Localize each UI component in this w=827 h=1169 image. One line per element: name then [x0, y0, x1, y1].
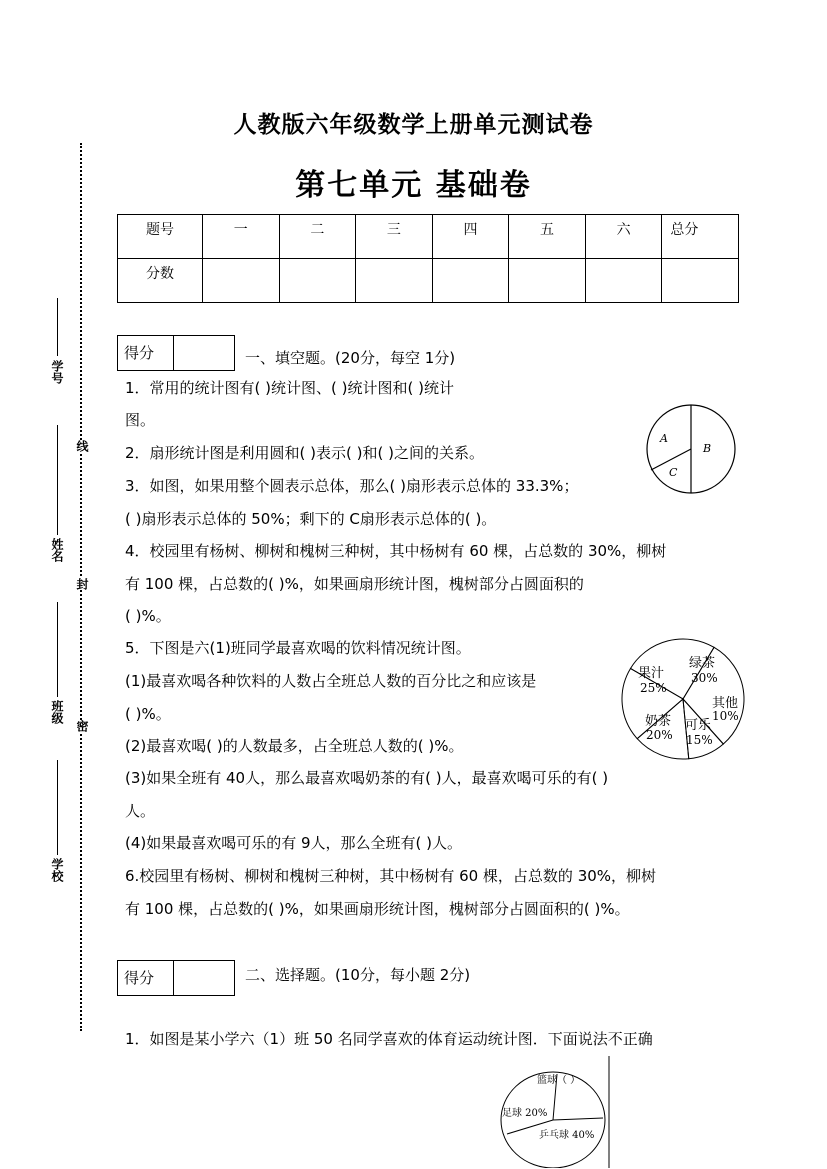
name-label: 姓名: [50, 538, 64, 562]
question-line: (4)如果最喜欢喝可乐的有 9人，那么全班有( )人。: [125, 834, 463, 852]
drinks-label: 20%: [646, 728, 673, 742]
drinks-label: 30%: [691, 671, 718, 685]
score-table-cell: 六: [585, 215, 662, 259]
sports-label-pingpong: 乒乓球 40%: [539, 1130, 595, 1141]
section1-title: 一、填空题。(20分，每空 1分): [245, 349, 456, 367]
drinks-label: 果汁: [638, 666, 665, 681]
score-entry-cell[interactable]: [585, 259, 662, 303]
student-id-line: [57, 298, 58, 356]
section1-score-entry[interactable]: [174, 336, 234, 370]
section1-score-label: 得分: [118, 336, 174, 370]
section1-score-box: [117, 335, 235, 371]
question-line: 1．如图是某小学六（1）班 50 名同学喜欢的体育运动统计图．下面说法不正确: [125, 1030, 653, 1048]
question-line: 6.校园里有杨树、柳树和槐树三种树，其中杨树有 60 棵，占总数的 30%，柳树: [125, 867, 657, 885]
abc-label-b: B: [703, 442, 712, 455]
score-entry-cell[interactable]: [662, 259, 739, 303]
question-line: ( )扇形表示总体的 50%；剩下的 C扇形表示总体的( )。: [125, 510, 497, 528]
section2-score-entry[interactable]: [174, 961, 234, 995]
question-line: 1．常用的统计图有( )统计图、( )统计图和( )统计: [125, 379, 454, 397]
section2-title: 二、选择题。(10分，每小题 2分): [245, 966, 471, 984]
cut-mark-feng: 封: [75, 578, 89, 590]
section2-score-box: [117, 960, 235, 996]
score-table-cell: 四: [432, 215, 509, 259]
score-entry-cell[interactable]: [203, 259, 280, 303]
student-id-label: 学号: [50, 360, 64, 384]
drinks-label: 奶茶: [645, 714, 672, 729]
class-label: 班级: [50, 700, 64, 724]
question-line: 有 100 棵，占总数的( )%，如果画扇形统计图，槐树部分占圆面积的( )%。: [125, 900, 630, 918]
drinks-label: 15%: [686, 733, 713, 747]
question-line: 有 100 棵，占总数的( )%，如果画扇形统计图，槐树部分占圆面积的: [125, 575, 584, 593]
score-table-header-row: [118, 215, 739, 259]
abc-label-a: A: [660, 432, 668, 445]
score-table-cell: 三: [356, 215, 433, 259]
score-table-cell: 一: [203, 215, 280, 259]
question-line: (3)如果全班有 40人，那么最喜欢喝奶茶的有( )人，最喜欢喝可乐的有( ): [125, 769, 609, 787]
drinks-label: 绿茶: [689, 656, 716, 671]
score-table-cell: 二: [279, 215, 356, 259]
cut-mark-xian: 线: [75, 440, 89, 452]
drinks-label: 可乐: [685, 718, 712, 733]
question-line: 4．校园里有杨树、柳树和槐树三种树，其中杨树有 60 棵，占总数的 30%，柳树: [125, 542, 667, 560]
score-entry-cell[interactable]: [432, 259, 509, 303]
score-entry-cell[interactable]: [509, 259, 586, 303]
score-table-score-row: [118, 259, 739, 303]
drinks-pie-chart: [620, 637, 746, 761]
abc-circle-figure: [645, 402, 739, 496]
sports-pie-chart: [495, 1056, 615, 1168]
question-line: 2．扇形统计图是利用圆和( )表示( )和( )之间的关系。: [125, 444, 484, 462]
score-table-cell: 总分: [662, 215, 739, 259]
question-line: (2)最喜欢喝( )的人数最多，占全班总人数的( )%。: [125, 737, 464, 755]
school-label: 学校: [50, 858, 64, 882]
score-entry-cell[interactable]: [356, 259, 433, 303]
class-line: [57, 602, 58, 697]
sports-label-basketball: 篮球（ ）: [537, 1075, 581, 1086]
section2-score-label: 得分: [118, 961, 174, 995]
drinks-label: 其他: [712, 696, 739, 711]
document-title: 人教版六年级数学上册单元测试卷: [233, 111, 594, 138]
school-line: [57, 760, 58, 855]
question-line: 3．如图，如果用整个圆表示总体，那么( )扇形表示总体的 33.3%；: [125, 477, 579, 495]
question-line: 图。: [125, 411, 156, 429]
name-line: [57, 425, 58, 535]
sports-divider: [553, 1118, 603, 1120]
score-table-cell: 题号: [118, 215, 203, 259]
cut-mark-mi: 密: [75, 720, 89, 732]
score-table: [117, 214, 739, 303]
question-line: (1)最喜欢喝各种饮料的人数占全班总人数的百分比之和应该是: [125, 672, 537, 690]
drinks-label: 10%: [712, 709, 739, 723]
sports-label-football: 足球 20%: [502, 1108, 548, 1119]
score-table-cell: 五: [509, 215, 586, 259]
question-line: 5．下图是六(1)班同学最喜欢喝的饮料情况统计图。: [125, 639, 471, 657]
drinks-label: 25%: [640, 681, 667, 695]
question-line: ( )%。: [125, 607, 171, 625]
abc-label-c: C: [669, 466, 678, 479]
score-table-cell: 分数: [118, 259, 203, 303]
score-entry-cell[interactable]: [279, 259, 356, 303]
question-line: 人。: [125, 802, 156, 820]
question-line: ( )%。: [125, 705, 171, 723]
document-subtitle: 第七单元 基础卷: [295, 168, 532, 203]
